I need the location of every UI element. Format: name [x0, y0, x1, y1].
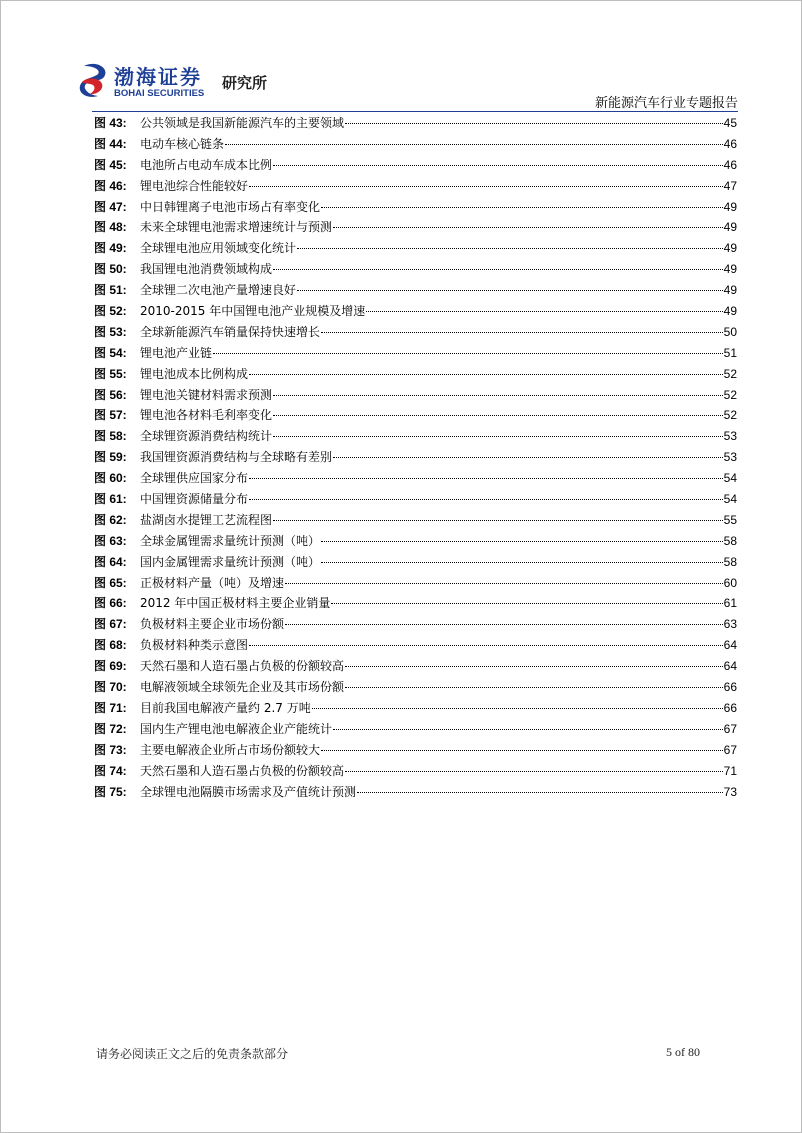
figure-title: 中日韩锂离子电池市场占有率变化: [140, 199, 321, 214]
figure-title: 目前我国电解液产量约 2.7 万吨: [140, 700, 311, 715]
figure-title: 我国锂资源消费结构与全球略有差别: [140, 450, 333, 465]
figure-number: 图 58:: [94, 429, 127, 444]
dot-leader: [357, 792, 723, 793]
figure-title: 全球锂资源消费结构统计: [140, 429, 273, 444]
toc-entry[interactable]: [94, 761, 737, 782]
figure-title: 全球锂电池隔膜市场需求及产值统计预测: [140, 784, 357, 799]
toc-entry[interactable]: [94, 782, 737, 803]
figure-page-number: 46: [723, 136, 737, 151]
toc-entry[interactable]: [94, 656, 737, 677]
toc-entry[interactable]: [94, 489, 737, 510]
dot-leader: [285, 583, 723, 584]
figure-title: 中国锂资源储量分布: [140, 492, 249, 507]
figure-page-number: 67: [723, 742, 737, 757]
figure-page-number: 52: [723, 387, 737, 402]
figure-title: 负极材料种类示意图: [140, 638, 249, 653]
toc-entry[interactable]: [94, 447, 737, 468]
dot-leader: [225, 144, 723, 145]
toc-entry[interactable]: [94, 719, 737, 740]
figure-title: 锂电池各材料毛利率变化: [140, 408, 273, 423]
report-title: 新能源汽车行业专题报告: [594, 96, 738, 111]
dot-leader: [366, 311, 722, 312]
dot-leader: [273, 269, 723, 270]
figure-page-number: 46: [723, 157, 737, 172]
toc-entry[interactable]: [94, 426, 737, 447]
figure-page-number: 49: [723, 304, 737, 319]
figure-page-number: 50: [723, 324, 737, 339]
dot-leader: [333, 457, 723, 458]
dot-leader: [249, 645, 723, 646]
figure-number: 图 46:: [94, 178, 127, 193]
figure-page-number: 73: [723, 784, 737, 799]
figure-number: 图 68:: [94, 638, 127, 653]
dot-leader: [273, 436, 723, 437]
figure-number: 图 64:: [94, 554, 127, 569]
figure-page-number: 66: [723, 680, 737, 695]
figure-number: 图 50:: [94, 262, 127, 277]
dot-leader: [312, 708, 723, 709]
bohai-logo-icon: [78, 62, 112, 100]
toc-entry[interactable]: [94, 197, 737, 218]
dot-leader: [331, 603, 722, 604]
figure-number: 图 51:: [94, 283, 127, 298]
dot-leader: [213, 353, 723, 354]
institute-label: 研究所: [222, 74, 268, 92]
figure-number: 图 73:: [94, 742, 127, 757]
figure-page-number: 66: [723, 700, 737, 715]
figure-number: 图 71:: [94, 700, 127, 715]
figure-number: 图 66:: [94, 596, 127, 611]
figure-page-number: 47: [723, 178, 737, 193]
figure-number: 图 72:: [94, 721, 127, 736]
figure-page-number: 49: [723, 220, 737, 235]
figure-page-number: 52: [723, 408, 737, 423]
figure-title: 锂电池综合性能较好: [140, 178, 249, 193]
figure-page-number: 51: [723, 345, 737, 360]
figure-page-number: 60: [723, 575, 737, 590]
figure-title: 负极材料主要企业市场份额: [140, 617, 285, 632]
figure-title: 锂电池产业链: [140, 345, 213, 360]
toc-entry[interactable]: [94, 155, 737, 176]
figure-number: 图 43:: [94, 116, 127, 130]
toc-entry[interactable]: [94, 280, 737, 301]
dot-leader: [333, 227, 723, 228]
dot-leader: [249, 499, 723, 500]
figure-title: 天然石墨和人造石墨占负极的份额较高: [140, 763, 345, 778]
figure-page-number: 49: [723, 283, 737, 298]
figure-index-list: [94, 113, 737, 802]
figure-title: 天然石墨和人造石墨占负极的份额较高: [140, 659, 345, 674]
figure-title: 2010-2015 年中国锂电池产业规模及增速: [140, 304, 366, 319]
toc-entry[interactable]: [94, 531, 737, 552]
figure-number: 图 62:: [94, 512, 127, 527]
toc-entry[interactable]: [94, 573, 737, 594]
figure-number: 图 45:: [94, 157, 127, 172]
figure-page-number: 45: [723, 116, 737, 130]
figure-page-number: 61: [723, 596, 737, 611]
figure-title: 2012 年中国正极材料主要企业销量: [140, 596, 331, 611]
toc-entry[interactable]: [94, 322, 737, 343]
figure-number: 图 69:: [94, 659, 127, 674]
toc-entry[interactable]: [94, 259, 737, 280]
figure-number: 图 61:: [94, 492, 127, 507]
toc-entry[interactable]: [94, 113, 737, 134]
figure-page-number: 54: [723, 471, 737, 486]
figure-page-number: 49: [723, 262, 737, 277]
figure-title: 全球锂二次电池产量增速良好: [140, 283, 297, 298]
figure-title: 全球锂供应国家分布: [140, 471, 249, 486]
toc-entry[interactable]: [94, 343, 737, 364]
figure-page-number: 54: [723, 492, 737, 507]
figure-number: 图 67:: [94, 617, 127, 632]
figure-number: 图 55:: [94, 366, 127, 381]
figure-number: 图 56:: [94, 387, 127, 402]
figure-title: 正极材料产量（吨）及增速: [140, 575, 285, 590]
figure-title: 电解液领域全球领先企业及其市场份额: [140, 680, 345, 695]
toc-entry[interactable]: [94, 635, 737, 656]
figure-page-number: 58: [723, 554, 737, 569]
figure-title: 锂电池关键材料需求预测: [140, 387, 273, 402]
toc-entry[interactable]: [94, 405, 737, 426]
dot-leader: [297, 290, 723, 291]
dot-leader: [333, 729, 723, 730]
toc-entry[interactable]: [94, 677, 737, 698]
dot-leader: [285, 624, 723, 625]
figure-title: 主要电解液企业所占市场份额较大: [140, 742, 321, 757]
figure-number: 图 47:: [94, 199, 127, 214]
figure-number: 图 48:: [94, 220, 127, 235]
figure-number: 图 57:: [94, 408, 127, 423]
dot-leader: [249, 374, 723, 375]
figure-title: 全球新能源汽车销量保持快速增长: [140, 324, 321, 339]
figure-number: 图 70:: [94, 680, 127, 695]
figure-number: 图 65:: [94, 575, 127, 590]
logo-chinese-name: 渤海证券: [114, 65, 202, 89]
dot-leader: [297, 248, 723, 249]
toc-entry[interactable]: [94, 364, 737, 385]
toc-entry[interactable]: [94, 614, 737, 635]
figure-page-number: 67: [723, 721, 737, 736]
page-number: 5 of 80: [666, 1045, 700, 1059]
figure-number: 图 44:: [94, 136, 127, 151]
dot-leader: [345, 123, 723, 124]
dot-leader: [321, 562, 723, 563]
figure-page-number: 49: [723, 241, 737, 256]
figure-number: 图 54:: [94, 345, 127, 360]
dot-leader: [273, 165, 723, 166]
figure-title: 盐湖卤水提锂工艺流程图: [140, 512, 273, 527]
dot-leader: [345, 771, 723, 772]
dot-leader: [273, 395, 723, 396]
toc-entry[interactable]: [94, 134, 737, 155]
figure-page-number: 64: [723, 638, 737, 653]
figure-page-number: 55: [723, 512, 737, 527]
disclaimer-note: 请务必阅读正文之后的免责条款部分: [96, 1047, 289, 1061]
figure-number: 图 59:: [94, 450, 127, 465]
toc-entry[interactable]: [94, 217, 737, 238]
toc-entry[interactable]: [94, 510, 737, 531]
figure-number: 图 53:: [94, 324, 127, 339]
figure-page-number: 53: [723, 429, 737, 444]
toc-entry[interactable]: [94, 468, 737, 489]
company-logo: [78, 60, 218, 102]
figure-page-number: 64: [723, 659, 737, 674]
dot-leader: [321, 207, 723, 208]
figure-page-number: 49: [723, 199, 737, 214]
figure-number: 图 49:: [94, 241, 127, 256]
figure-number: 图 60:: [94, 471, 127, 486]
dot-leader: [321, 750, 723, 751]
figure-number: 图 75:: [94, 784, 127, 799]
figure-page-number: 52: [723, 366, 737, 381]
header-divider: [92, 111, 738, 112]
toc-entry[interactable]: [94, 176, 737, 197]
dot-leader: [345, 687, 723, 688]
figure-title: 未来全球锂电池需求增速统计与预测: [140, 220, 333, 235]
figure-page-number: 58: [723, 533, 737, 548]
figure-page-number: 53: [723, 450, 737, 465]
toc-entry[interactable]: [94, 698, 737, 719]
figure-number: 图 63:: [94, 533, 127, 548]
toc-entry[interactable]: [94, 385, 737, 406]
toc-entry[interactable]: [94, 301, 737, 322]
figure-title: 电池所占电动车成本比例: [140, 157, 273, 172]
figure-title: 国内生产锂电池电解液企业产能统计: [140, 721, 333, 736]
figure-title: 我国锂电池消费领域构成: [140, 262, 273, 277]
figure-number: 图 52:: [94, 304, 127, 319]
logo-english-name: BOHAI SECURITIES: [114, 88, 205, 99]
figure-title: 电动车核心链条: [140, 136, 225, 151]
dot-leader: [273, 520, 723, 521]
dot-leader: [273, 415, 723, 416]
dot-leader: [321, 541, 723, 542]
dot-leader: [321, 332, 723, 333]
toc-entry[interactable]: [94, 593, 737, 614]
figure-page-number: 71: [723, 763, 737, 778]
figure-title: 全球金属锂需求量统计预测（吨）: [140, 533, 321, 548]
toc-entry[interactable]: [94, 552, 737, 573]
figure-title: 全球锂电池应用领域变化统计: [140, 241, 297, 256]
figure-page-number: 63: [723, 617, 737, 632]
dot-leader: [249, 478, 723, 479]
toc-entry[interactable]: [94, 238, 737, 259]
toc-entry[interactable]: [94, 740, 737, 761]
figure-title: 国内金属锂需求量统计预测（吨）: [140, 554, 321, 569]
figure-title: 锂电池成本比例构成: [140, 366, 249, 381]
figure-number: 图 74:: [94, 763, 127, 778]
dot-leader: [345, 666, 723, 667]
figure-title: 公共领域是我国新能源汽车的主要领域: [140, 116, 345, 130]
dot-leader: [249, 186, 723, 187]
